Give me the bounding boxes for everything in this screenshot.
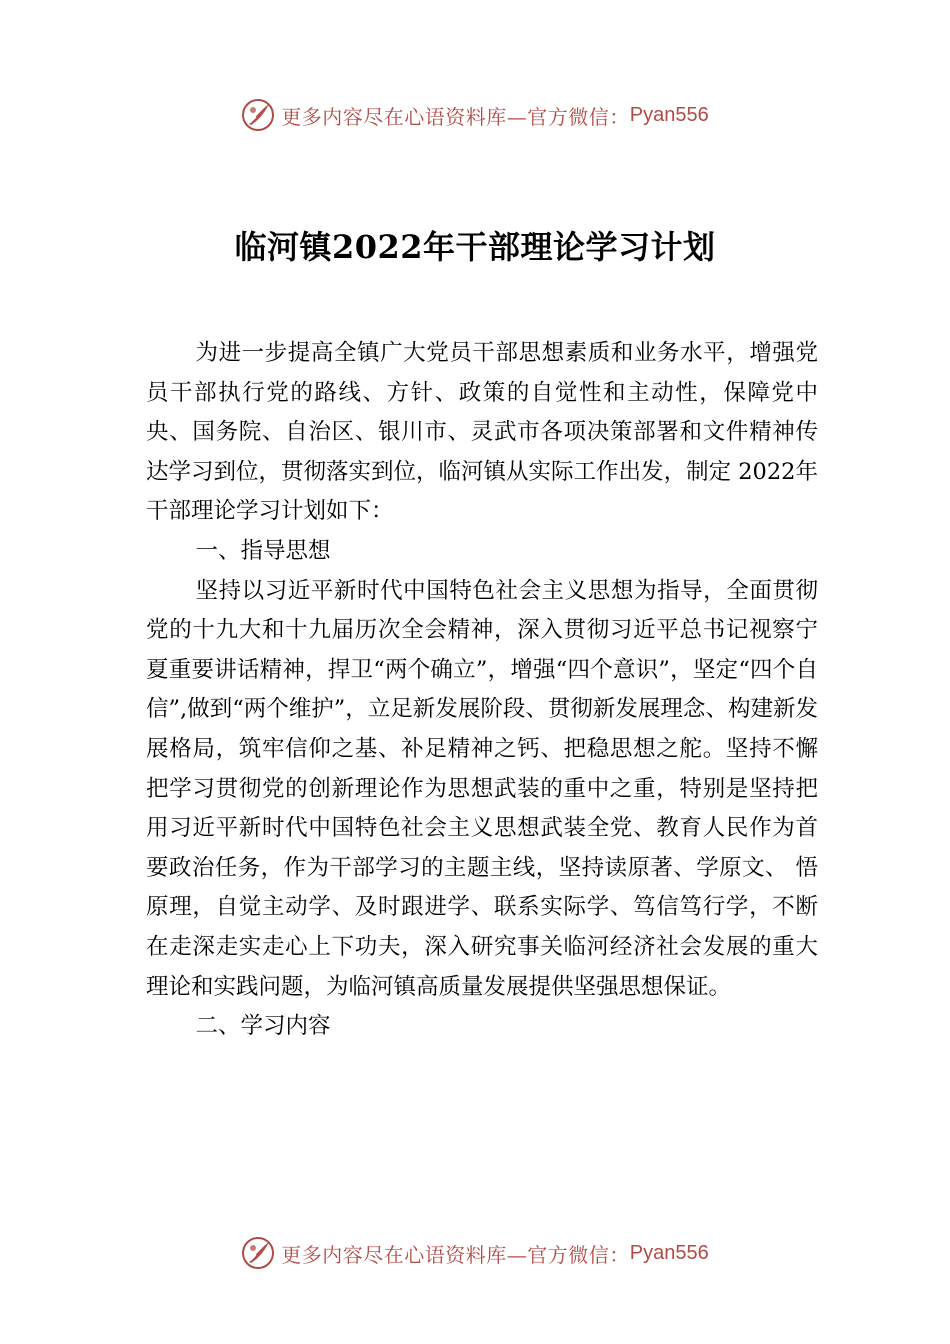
quill-logo-icon [241, 1236, 275, 1270]
document-body [146, 334, 818, 1047]
watermark-text: 更多内容尽在心语资料库—官方微信： [281, 104, 630, 129]
section-heading-guiding-ideology: 一、指导思想 [195, 537, 331, 564]
quill-logo-icon [241, 98, 275, 132]
watermark-text: 更多内容尽在心语资料库—官方微信： [281, 1242, 630, 1267]
intro-paragraph: 为进一步提高全镇广大党员干部思想素质和业务水平，增强党员干部执行党的路线、方针、政策的自觉性和主动性，保障党中央、国务院、自治区、银川市、灵武市各项决策部署和文件精神传达学习到位，贯彻落实到位，临河镇从实际工作出发，制定 2022年干部理论学习计划如下： [146, 340, 818, 525]
document-title: 临河镇2022年干部理论学习计划 [234, 228, 716, 266]
guiding-ideology-paragraph: 坚持以习近平新时代中国特色社会主义思想为指导，全面贯彻党的十九大和十九届历次全会精神，深入贯彻习近平总书记视察宁夏重要讲话精神，捍卫“两个确立”，增强“四个意识”，坚定“四个自信”,做到“两个维护”，立足新发展阶段、贯彻新发展理念、构建新发展格局，筑牢信仰之基、补足精神之钙、把稳思想之舵。坚持不懈把学习贯彻党的创新理论作为思想武装的重中之重，特别是坚持把用习近平新时代中国特色社会主义思想武装全党、教育人民作为首要政治任务，作为干部学习的主题主线，坚持读原著、学原文、 悟原理，自觉主动学、及时跟进学、联系实际学、笃信笃行学，不断在走深走实走心上下功夫，深入研究事关临河经济社会发展的重大理论和实践问题，为临河镇高质量发展提供坚强思想保证。 [146, 577, 818, 1000]
section-heading-study-content: 二、学习内容 [195, 1013, 331, 1040]
watermark-banner-bottom [0, 1233, 950, 1273]
watermark-wechat-id: Pyan556 [629, 103, 709, 126]
watermark-wechat-id: Pyan556 [629, 1241, 709, 1264]
watermark-banner-top [0, 95, 950, 135]
